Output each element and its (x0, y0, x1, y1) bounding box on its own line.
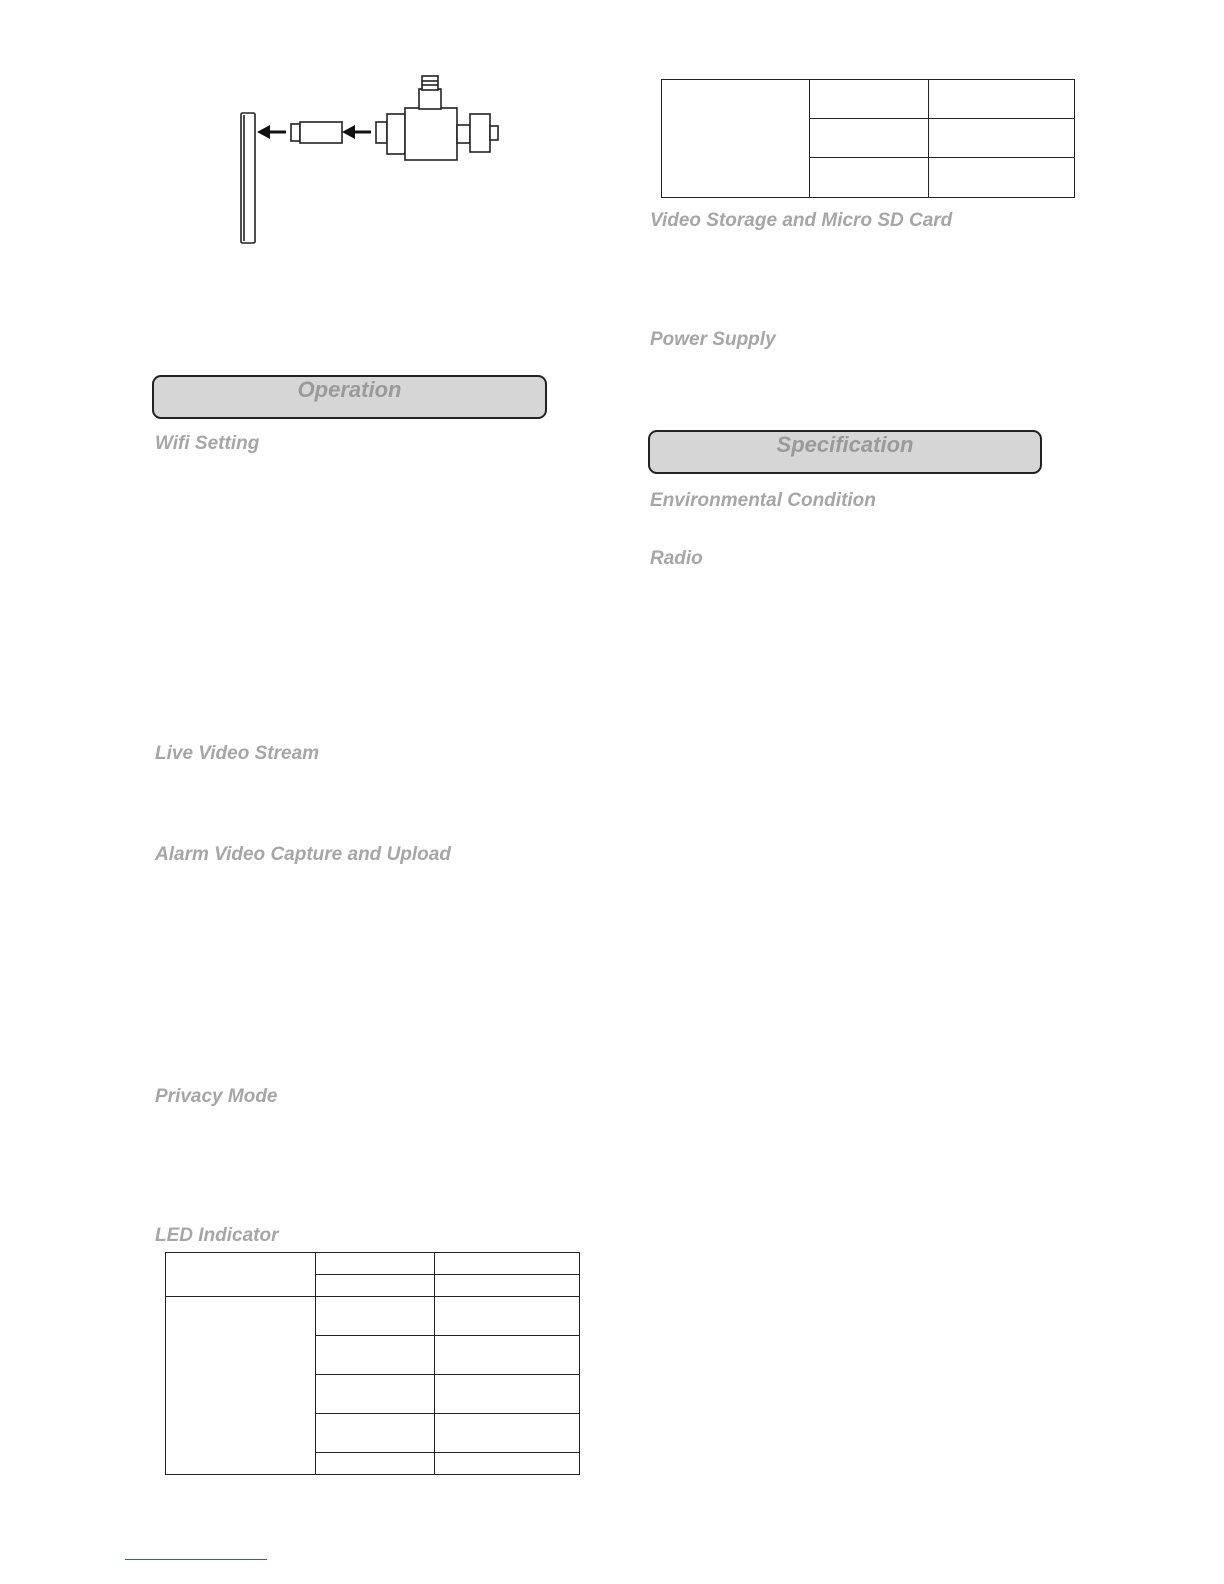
led-indicator-table (165, 1252, 580, 1475)
privacy-mode-heading: Privacy Mode (155, 1086, 278, 1107)
power-adapter-icon (376, 76, 498, 160)
environmental-condition-heading: Environmental Condition (650, 490, 876, 511)
led-indicator-heading: LED Indicator (155, 1225, 279, 1246)
specification-title: Specification (648, 430, 1042, 474)
footer-link-underline (125, 1559, 267, 1560)
table-row (166, 1253, 580, 1275)
wifi-setting-heading: Wifi Setting (155, 433, 260, 454)
power-supply-heading: Power Supply (650, 329, 776, 350)
table-row (662, 80, 1075, 119)
device-panel-icon (241, 113, 255, 243)
live-video-stream-heading: Live Video Stream (155, 743, 320, 764)
table-row (166, 1297, 580, 1336)
operation-title: Operation (152, 375, 547, 419)
plug-connector-icon (291, 122, 342, 143)
arrow-left-icon (342, 125, 371, 139)
connector-diagram (225, 70, 515, 255)
alarm-video-heading: Alarm Video Capture and Upload (155, 844, 451, 865)
arrow-left-icon (257, 125, 286, 139)
radio-heading: Radio (650, 548, 703, 569)
video-storage-heading: Video Storage and Micro SD Card (650, 210, 953, 231)
continued-table (661, 79, 1075, 198)
